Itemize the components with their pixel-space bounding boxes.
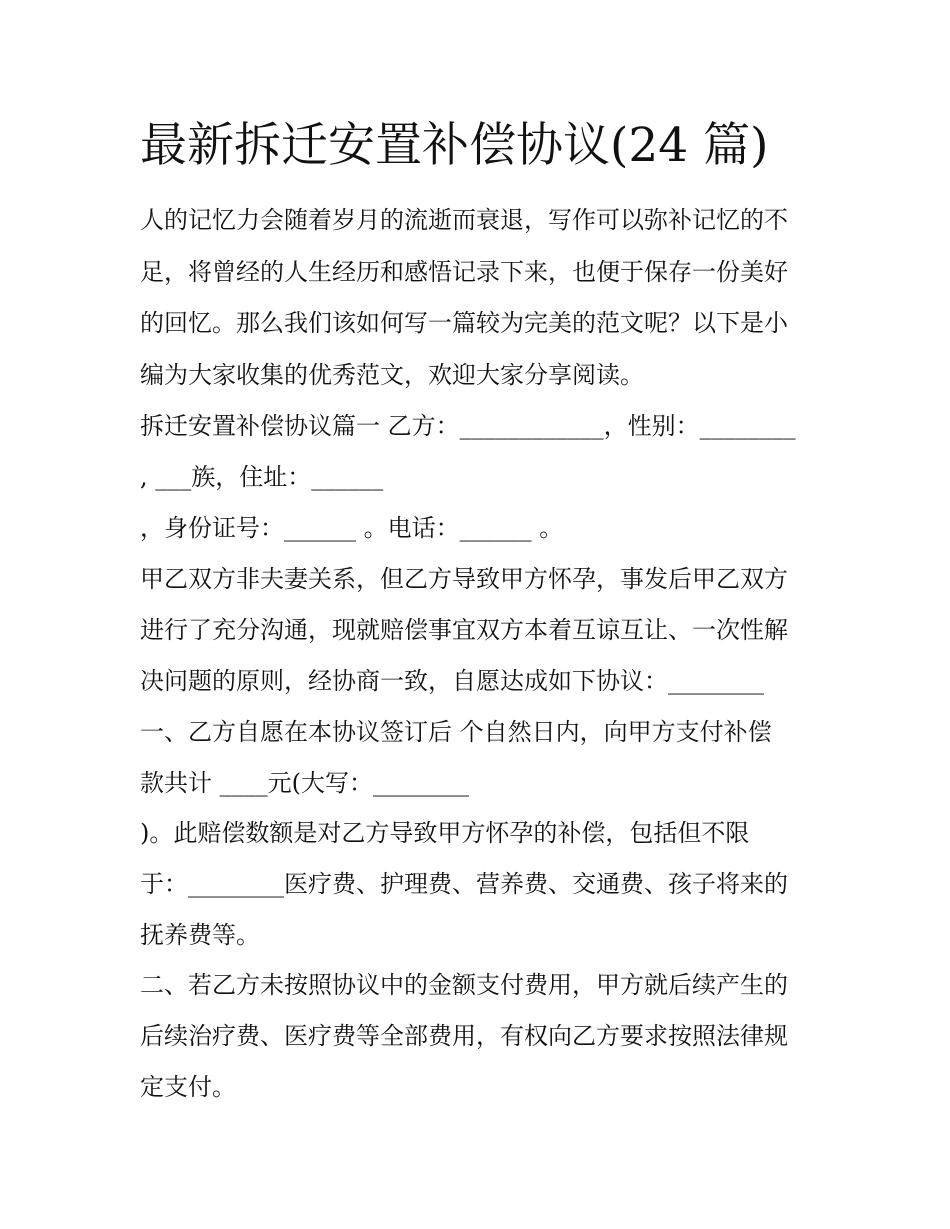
body-line: 编为大家收集的优秀范文，欢迎大家分享阅读。 [140, 361, 644, 389]
body-line: 二、若乙方未按照协议中的金额支付费用，甲方就后续产生的 [140, 971, 788, 999]
body-line: 人的记忆力会随着岁月的流逝而衰退，写作可以弥补记忆的不 [140, 206, 788, 234]
body-line: )。此赔偿数额是对乙方导致甲方怀孕的补偿，包括但不限 [140, 819, 750, 847]
body-line: 款共计 ____元(大写：________ [140, 769, 469, 797]
body-line: 一、乙方自愿在本协议签订后 个自然日内，向甲方支付补偿 [140, 718, 772, 746]
body-line: 进行了充分沟通，现就赔偿事宜双方本着互谅互让、一次性解 [140, 616, 788, 644]
body-line: 甲乙双方非夫妻关系，但乙方导致甲方怀孕，事发后甲乙双方 [140, 565, 788, 593]
body-line: 于：________医疗费、护理费、营养费、交通费、孩子将来的 [140, 870, 788, 898]
body-line: ，身份证号：______ 。电话：______ 。 [140, 514, 564, 542]
body-line: , ___族，住址：______ [140, 463, 384, 491]
body-line: 决问题的原则，经协商一致，自愿达成如下协议：________ [140, 667, 764, 695]
document-title: 最新拆迁安置补偿协议(24 篇) [140, 118, 769, 173]
body-line: 定支付。 [140, 1073, 236, 1101]
body-line: 足，将曾经的人生经历和感悟记录下来，也便于保存一份美好 [140, 258, 788, 286]
body-line: 后续治疗费、医疗费等全部费用，有权向乙方要求按照法律规 [140, 1022, 788, 1050]
body-line: 拆迁安置补偿协议篇一 乙方：____________，性别：________ [140, 412, 796, 440]
body-line: 的回忆。那么我们该如何写一篇较为完美的范文呢？以下是小 [140, 309, 788, 337]
body-line: 抚养费等。 [140, 921, 260, 949]
